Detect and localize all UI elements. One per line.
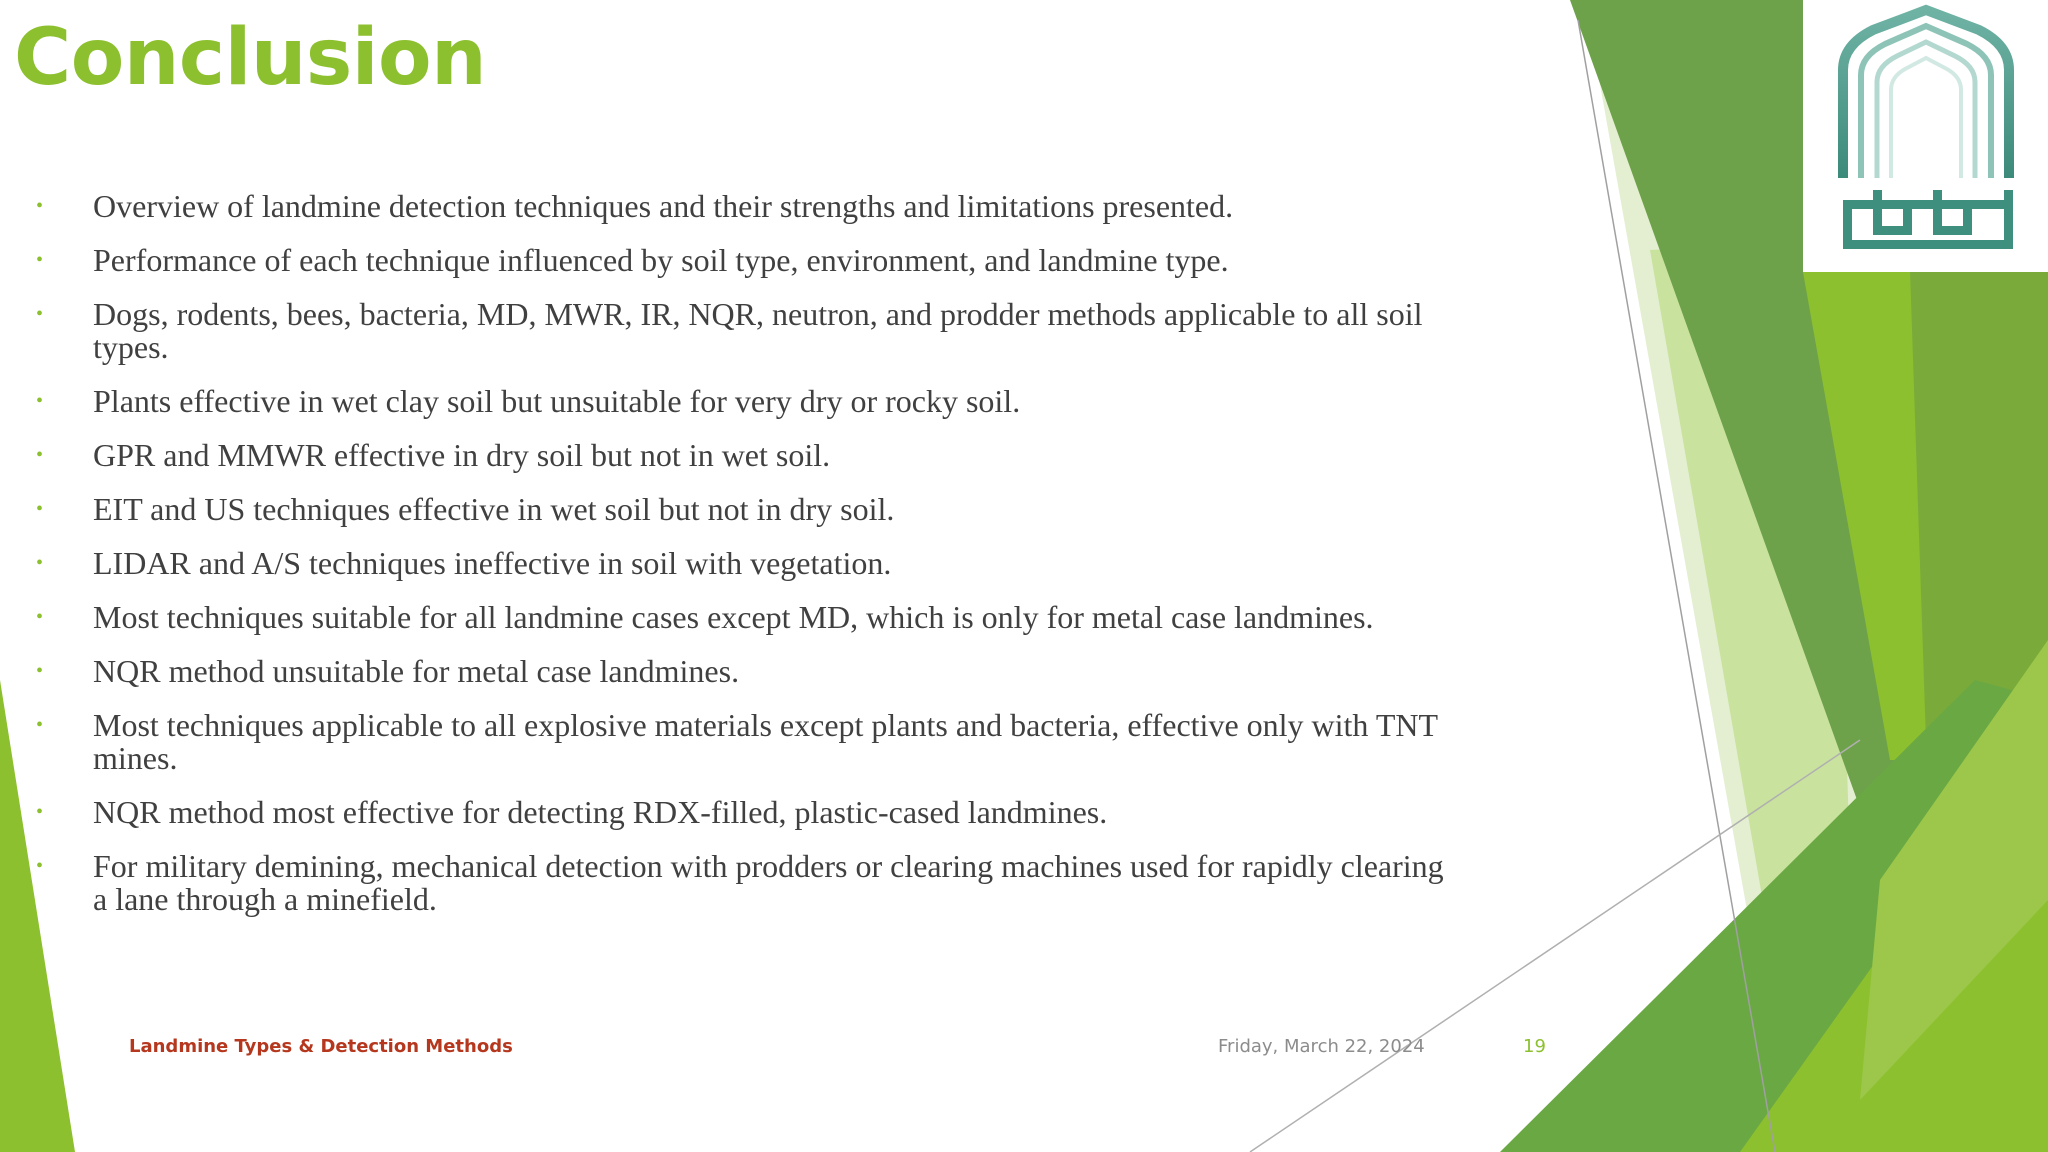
- bullet-item: [36, 385, 1456, 418]
- bullet-marker: •: [36, 552, 44, 574]
- bullet-item: [36, 244, 1456, 277]
- bullet-text: Dogs, rodents, bees, bacteria, MD, MWR, IR, NQR, neutron, and prodder methods applicable to all soil types.: [93, 296, 1423, 365]
- bullet-text: For military demining, mechanical detection with prodders or clearing machines used for rapidly clearing a lane through a minefield.: [93, 848, 1444, 917]
- bullet-marker: •: [36, 801, 44, 823]
- bullet-text: GPR and MMWR effective in dry soil but not in wet soil.: [93, 437, 831, 473]
- bullet-marker: •: [36, 498, 44, 520]
- bullet-text: EIT and US techniques effective in wet soil but not in dry soil.: [93, 491, 895, 527]
- bullet-text: Performance of each technique influenced by soil type, environment, and landmine type.: [93, 242, 1229, 278]
- bullet-text: Plants effective in wet clay soil but unsuitable for very dry or rocky soil.: [93, 383, 1021, 419]
- bullet-item: [36, 601, 1456, 634]
- footer-date: Friday, March 22, 2024: [1218, 1036, 1425, 1057]
- bullet-marker: •: [36, 303, 44, 325]
- bullet-item: [36, 439, 1456, 472]
- bullet-text: Most techniques suitable for all landmine cases except MD, which is only for metal case landmines.: [93, 599, 1374, 635]
- footer-presentation-title: Landmine Types & Detection Methods: [129, 1036, 513, 1057]
- bullet-text: NQR method unsuitable for metal case landmines.: [93, 653, 740, 689]
- bullet-text: NQR method most effective for detecting RDX-filled, plastic-cased landmines.: [93, 794, 1108, 830]
- institution-logo: [1803, 0, 2048, 272]
- bullet-marker: •: [36, 390, 44, 412]
- bullet-marker: •: [36, 195, 44, 217]
- bullet-marker: •: [36, 855, 44, 877]
- bullet-item: [36, 493, 1456, 526]
- bullet-item: [36, 850, 1456, 916]
- institution-arch-logo-icon: [1803, 0, 2048, 272]
- bullet-text: Most techniques applicable to all explosive materials except plants and bacteria, effective only with TNT mines.: [93, 707, 1438, 776]
- bullet-item: [36, 709, 1456, 775]
- footer-page-number: 19: [1523, 1036, 1546, 1057]
- bullet-item: [36, 655, 1456, 688]
- bullet-item: [36, 796, 1456, 829]
- slide-title: Conclusion: [14, 13, 487, 103]
- bullet-text: Overview of landmine detection techniques and their strengths and limitations presented.: [93, 188, 1234, 224]
- bullet-text: LIDAR and A/S techniques ineffective in soil with vegetation.: [93, 545, 892, 581]
- bullet-marker: •: [36, 249, 44, 271]
- conclusion-bullet-list: [36, 190, 1456, 937]
- bullet-marker: •: [36, 444, 44, 466]
- bullet-marker: •: [36, 606, 44, 628]
- bullet-item: [36, 298, 1456, 364]
- bullet-marker: •: [36, 714, 44, 736]
- bullet-marker: •: [36, 660, 44, 682]
- bullet-item: [36, 190, 1456, 223]
- bullet-item: [36, 547, 1456, 580]
